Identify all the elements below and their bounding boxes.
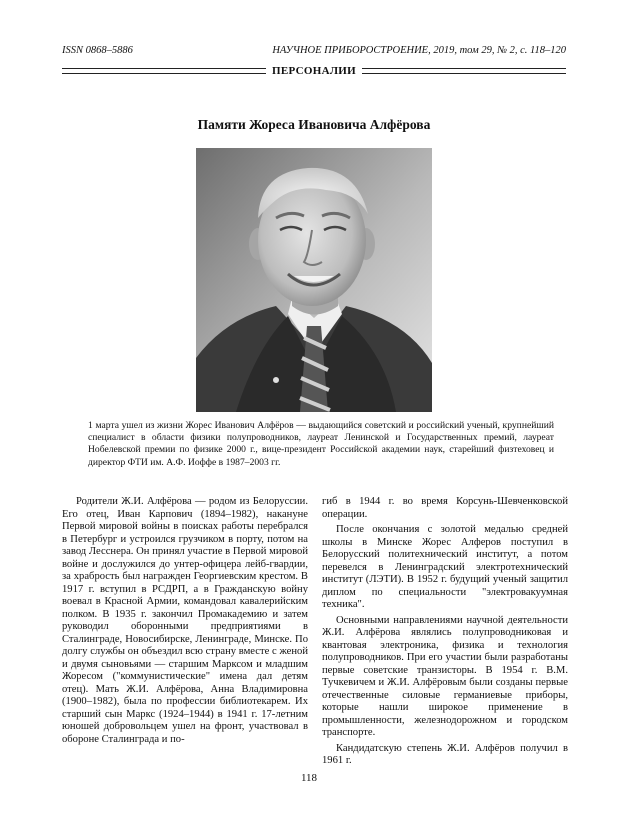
paragraph: гиб в 1944 г. во время Корсунь-Шевченковской операции. <box>322 496 568 520</box>
paragraph: После окончания с золотой медалью средней школы в Минске Жорес Алферов поступил в Белорусский политехнический институт, а потом перевелся в Ленинградский электротехнический институт (ЛЭТИ). В 1952 г. будущий ученый защитил диплом по специальности "электровакуумная техника". <box>322 524 568 610</box>
section-heading <box>62 64 566 78</box>
issn: ISSN 0868–5886 <box>62 45 133 56</box>
section-rule-right <box>362 68 566 74</box>
left-column <box>62 496 308 749</box>
article-title: Памяти Жореса Ивановича Алфёрова <box>197 117 431 132</box>
photo-caption: 1 марта ушел из жизни Жорес Иванович Алфёров — выдающийся советский и российский ученый, крупнейший специалист в области физики полупроводников, лауреат Ленинской и Государственных премий, лауреат Нобелевской премии по физике 2000 г., вице-президент Российской академии наук, старейший физтеховец и директор ФТИ им. А.Ф. Иоффе в 1987–2003 гг. <box>88 420 554 468</box>
paragraph: Кандидатскую степень Ж.И. Алфёров получил в 1961 г. <box>322 742 568 766</box>
page-number: 118 <box>300 772 318 784</box>
section-label: ПЕРСОНАЛИИ <box>271 65 357 77</box>
paragraph: Основными направлениями научной деятельности Ж.И. Алфёрова являлись полупроводниковая и квантовая электроника, физика и технология полупроводников. При его участии были разработаны первые советские транзисторы. В 1954 г. В.М. Тучкевичем и Ж.И. Алфёровым были созданы первые отечественные силовые германиевые приборы, которые нашли широкое применение в промышленности, железнодорожном и городском транспорте. <box>322 614 568 738</box>
right-column <box>322 496 568 771</box>
running-header <box>62 45 566 56</box>
journal-citation: НАУЧНОЕ ПРИБОРОСТРОЕНИЕ, 2019, том 29, № 2, с. 118–120 <box>272 45 566 56</box>
paragraph: Родители Ж.И. Алфёрова — родом из Белоруссии. Его отец, Иван Карпович (1894–1982), накануне Первой мировой войны в поисках работы перебрался в Петербург и устроился грузчиком в порту, потом на завод Лесснера. Он принял участие в Первой мировой войне и дослужился до унтер-офицера лейб-гвардии, за храбрость был награжден Георгиевским крестом. В 1917 г. вступил в РСДРП, а в Гражданскую войну воевал в Красной Армии, командовал кавалерийским полком. В 1935 г. закончил Промакадемию и затем руководил оборонными предприятиями в Сталинграде, Новосибирске, Ленинграде, Минске. По долгу службы он объездил всю страну вместе с женой и двумя сыновьями — старшим Марксом и младшим Жоресом ("коммунистические" имена дал детям отец). Мать Ж.И. Алфёрова, Анна Владимировна (1900–1982), была по профессии библиотекарем. Их старший сын Маркс (1924–1944) в 1941 г. 17-летним юношей добровольцем ушел на фронт, участвовал в обороне Сталинграда и по- <box>62 496 308 745</box>
section-rule-left <box>62 68 266 74</box>
portrait-photo <box>196 148 432 412</box>
